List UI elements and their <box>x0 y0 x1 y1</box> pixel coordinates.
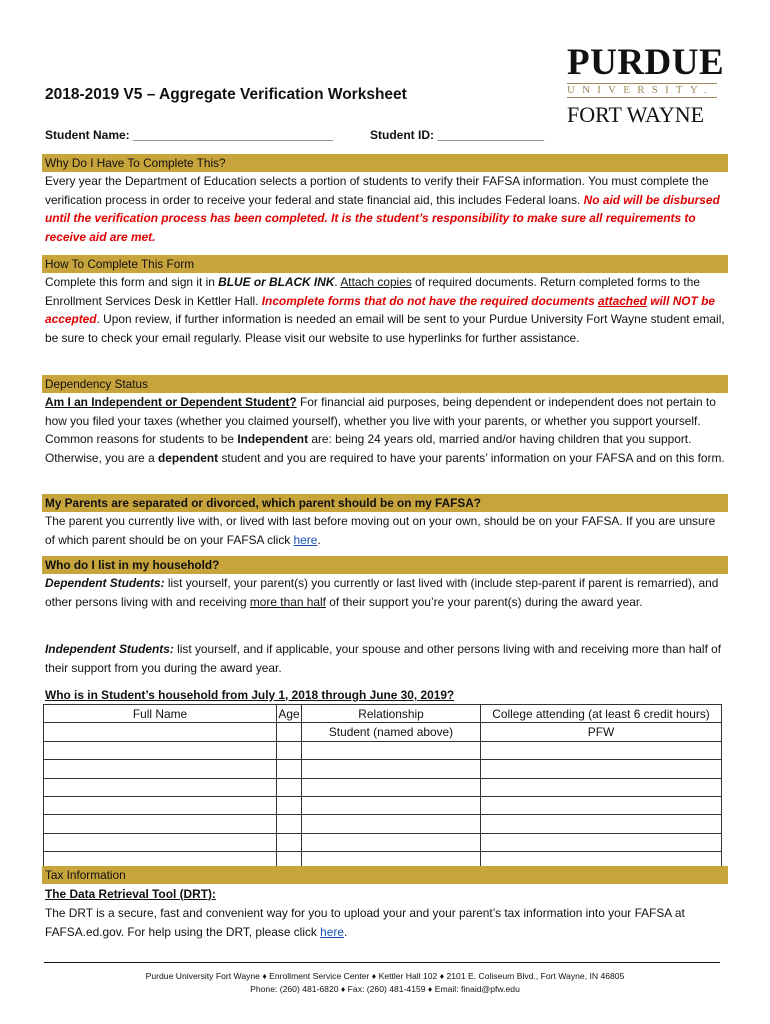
table-row[interactable] <box>44 723 722 741</box>
how-text-4: . Upon review, if further information is needed an email will be sent to your Purdue University Fort Wayne student email, be sure to check your email regularly. Please visit our website to use hyperlinks for further assistance. <box>45 312 725 346</box>
how-text-2: . <box>334 275 341 289</box>
table-row[interactable] <box>44 815 722 833</box>
cell-college[interactable] <box>481 796 722 814</box>
how-paragraph <box>45 273 725 348</box>
student-name-field[interactable]: Student Name: ______________________________ <box>45 128 334 142</box>
cell-age[interactable] <box>277 815 302 833</box>
how-warning-2: will NOT be accepted <box>45 293 715 327</box>
dependency-text-1: For financial aid purposes, being dependent or independent does not pertain to how you filed your taxes (whether you claimed yourself), whether you live with your parents, or whether you support yourself. Common reasons for students to be <box>45 395 716 447</box>
student-id-field[interactable]: Student ID: ________________ <box>370 128 545 142</box>
cell-college[interactable] <box>481 778 722 796</box>
drt-text: The DRT is a secure, fast and convenient way for you to upload your and your parent’s tax information into your FAFSA at FAFSA.ed.gov. For help using the DRT, please click <box>45 906 685 939</box>
dependency-paragraph <box>45 393 725 468</box>
parents-text-end: . <box>317 532 321 547</box>
independent-students-label: Independent Students: <box>45 642 174 656</box>
cell-relationship[interactable] <box>302 833 481 851</box>
header-relationship: Relationship <box>302 705 481 723</box>
dependency-question: Am I an Independent or Dependent Student? <box>45 395 297 409</box>
cell-relationship[interactable] <box>302 796 481 814</box>
table-row[interactable] <box>44 760 722 778</box>
household-table <box>43 704 722 871</box>
independent-word: Independent <box>237 432 309 447</box>
why-text: Every year the Department of Education selects a portion of students to verify their FAFSA information. You must complete the verification process in order to receive your federal and state financial aid, this includes Federal loans. <box>45 174 709 207</box>
cell-relationship[interactable] <box>302 741 481 759</box>
section-heading-why: Why Do I Have To Complete This? <box>42 154 728 172</box>
section-heading-tax: Tax Information <box>42 866 728 884</box>
table-row[interactable] <box>44 833 722 851</box>
cell-age[interactable] <box>277 723 302 741</box>
how-text-1: Complete this form and sign it in <box>45 275 219 289</box>
how-warning-1: Incomplete forms that do not have the required documents <box>261 293 599 308</box>
cell-relationship[interactable] <box>302 815 481 833</box>
logo-fort-wayne-text: FORT WAYNE <box>567 102 705 127</box>
cell-relationship: Student (named above) <box>302 723 481 741</box>
drt-text-end: . <box>343 924 348 939</box>
header-full-name: Full Name <box>44 705 277 723</box>
household-table-caption: Who is in Student’s household from July 1, 2018 through June 30, 2019? <box>45 688 455 702</box>
cell-college[interactable] <box>481 760 722 778</box>
dependent-students-paragraph <box>45 574 725 611</box>
cell-full-name[interactable] <box>44 723 277 741</box>
cell-college[interactable] <box>481 741 722 759</box>
cell-full-name[interactable] <box>44 778 277 796</box>
drt-here-link[interactable]: here <box>320 924 344 939</box>
cell-relationship[interactable] <box>302 760 481 778</box>
cell-college: PFW <box>481 723 722 741</box>
table-row[interactable] <box>44 796 722 814</box>
dependency-text-2: are: being 24 years old, married and/or having children that you support. Otherwise, you are a <box>45 432 692 466</box>
table-row[interactable] <box>44 778 722 796</box>
drt-subheading: The Data Retrieval Tool (DRT): <box>45 887 216 901</box>
cell-full-name[interactable] <box>44 760 277 778</box>
parents-here-link[interactable]: here <box>293 532 318 547</box>
drt-paragraph <box>45 904 725 941</box>
cell-age[interactable] <box>277 760 302 778</box>
how-warning-attached: attached <box>598 293 647 308</box>
section-heading-how: How To Complete This Form <box>42 255 728 273</box>
logo-purdue-text: PURDUE <box>567 42 725 83</box>
section-heading-household: Who do I list in my household? <box>42 556 728 574</box>
cell-age[interactable] <box>277 833 302 851</box>
footer-divider <box>44 962 720 963</box>
dependent-students-label: Dependent Students: <box>45 576 165 590</box>
independent-students-paragraph <box>45 640 725 677</box>
cell-full-name[interactable] <box>44 796 277 814</box>
cell-full-name[interactable] <box>44 815 277 833</box>
how-text-3: of required documents. Return completed forms to the Enrollment Services Desk in Kettler Hall. <box>45 275 700 308</box>
attach-copies-text: Attach copies <box>340 275 412 289</box>
table-header-row <box>44 705 722 723</box>
ink-instruction: BLUE or BLACK INK <box>218 275 335 289</box>
footer-contact: Phone: (260) 481-6820 ♦ Fax: (260) 481-4159 ♦ Email: finaid@pfw.edu <box>250 984 520 994</box>
parents-paragraph <box>45 512 725 549</box>
dependent-text-1: list yourself, your parent(s) you currently or last lived with (include step-parent if parent is remarried), and other persons living with and receiving <box>45 576 719 609</box>
section-heading-dependency: Dependency Status <box>42 375 728 393</box>
cell-age[interactable] <box>277 741 302 759</box>
page-title: 2018-2019 V5 – Aggregate Verification Worksheet <box>45 86 407 103</box>
header-age: Age <box>277 705 302 723</box>
cell-college[interactable] <box>481 833 722 851</box>
why-paragraph <box>45 172 725 247</box>
dependent-text-2: of their support you’re your parent(s) during the award year. <box>325 594 643 609</box>
table-row[interactable] <box>44 741 722 759</box>
dependent-word: dependent <box>158 451 219 466</box>
cell-full-name[interactable] <box>44 833 277 851</box>
section-heading-parents: My Parents are separated or divorced, which parent should be on my FAFSA? <box>42 494 728 512</box>
cell-relationship[interactable] <box>302 778 481 796</box>
footer-address: Purdue University Fort Wayne ♦ Enrollment Service Center ♦ Kettler Hall 102 ♦ 2101 E. Coliseum Blvd., Fort Wayne, IN 46805 <box>145 971 625 981</box>
cell-full-name[interactable] <box>44 741 277 759</box>
header-college: College attending (at least 6 credit hours) <box>481 705 722 723</box>
logo-university-text: UNIVERSITY. <box>567 83 717 98</box>
more-than-half-text: more than half <box>249 594 326 609</box>
purdue-fort-wayne-logo <box>567 44 727 128</box>
independent-text: list yourself, and if applicable, your spouse and other persons living with and receiving more than half of their support from you during the award year. <box>45 642 722 675</box>
dependency-text-3: student and you are required to have your parents’ information on your FAFSA and on this form. <box>218 451 725 466</box>
cell-age[interactable] <box>277 778 302 796</box>
why-warning: No aid will be disbursed until the verification process has been completed. It is the student’s responsibility to make sure all requirements to receive aid are met. <box>45 192 720 245</box>
cell-college[interactable] <box>481 815 722 833</box>
parents-text: The parent you currently live with, or lived with last before moving out on your own, should be on your FAFSA. If you are unsure of which parent should be on your FAFSA click <box>45 514 716 547</box>
cell-age[interactable] <box>277 796 302 814</box>
